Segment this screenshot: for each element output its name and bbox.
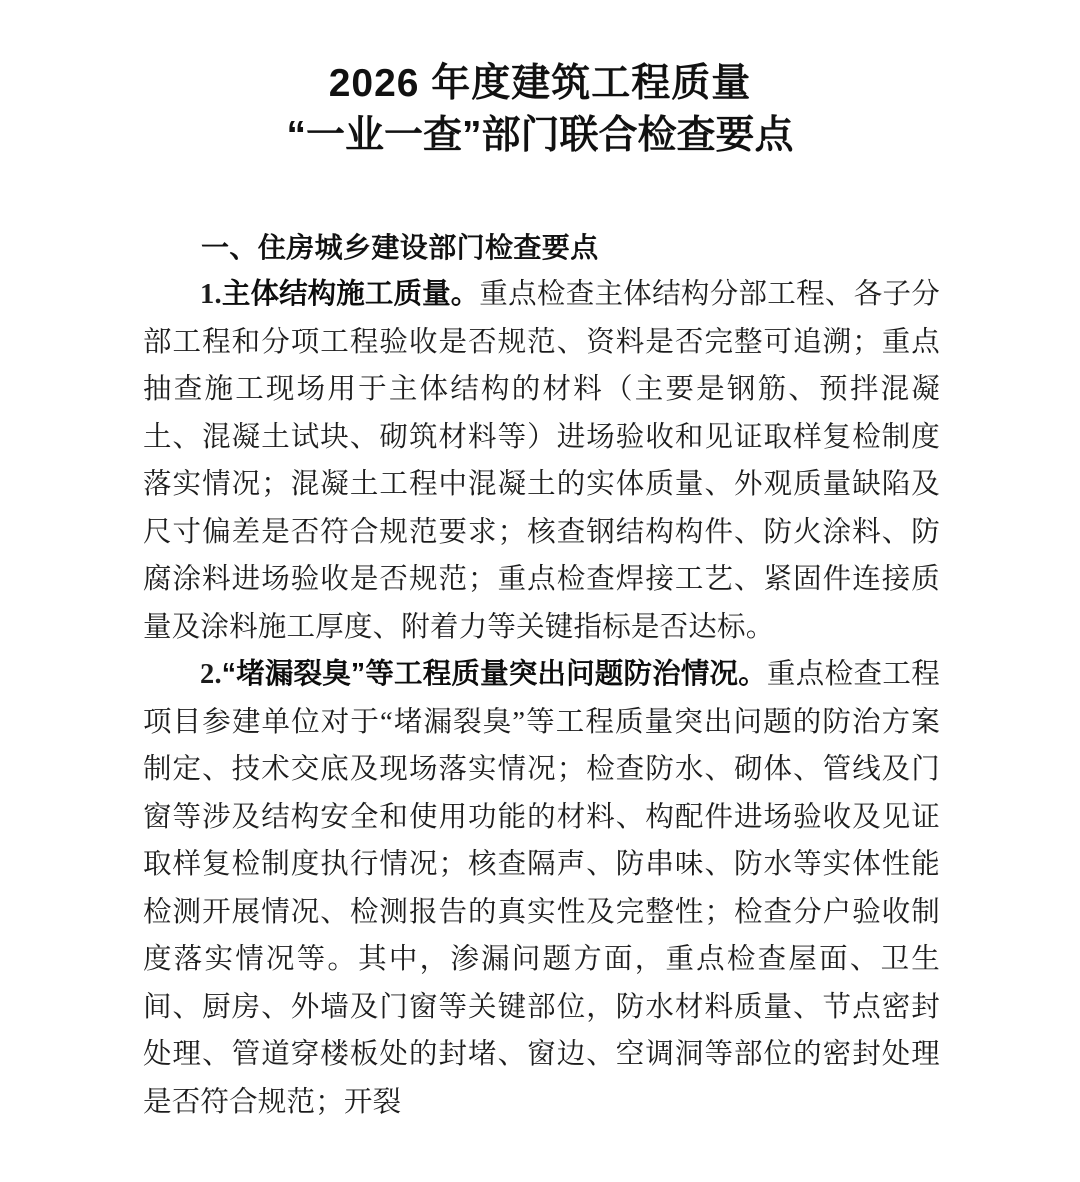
- document-title: [0, 0, 1080, 162]
- document-title-line-2: “一业一查”部门联合检查要点: [286, 114, 794, 157]
- section-heading-1: 一、住房城乡建设部门检查要点: [201, 232, 599, 263]
- numbered-item-1: [143, 271, 940, 651]
- item-1-number: 1.: [200, 279, 222, 310]
- item-1-body: 重点检查主体结构分部工程、各子分部工程和分项工程验收是否规范、资料是否完整可追溯；重点抽查施工现场用于主体结构的材料（主要是钢筋、预拌混凝土、混凝土试块、砌筑材料等）进场验收和见证取样复检制度落实情况；混凝土工程中混凝土的实体质量、外观质量缺陷及尺寸偏差是否符合规范要求；核查钢结构构件、防火涂料、防腐涂料进场验收是否规范；重点检查焊接工艺、紧固件连接质量及涂料施工厚度、附着力等关键指标是否达标。: [143, 279, 940, 643]
- item-2-number: 2.: [200, 659, 222, 690]
- numbered-item-2: [143, 651, 940, 1126]
- item-2-separator: 。: [738, 658, 767, 690]
- document-body: [0, 162, 1080, 1126]
- item-1-lead: 主体结构施工质量: [221, 278, 451, 310]
- item-1-separator: 。: [450, 278, 480, 310]
- item-2-body: 重点检查工程项目参建单位对于“堵漏裂臭”等工程质量突出问题的防治方案制定、技术交底及现场落实情况；检查防水、砌体、管线及门窗等涉及结构安全和使用功能的材料、构配件进场验收及见证取样复检制度执行情况；核查隔声、防串味、防水等实体性能检测开展情况、检测报告的真实性及完整性；检查分户验收制度落实情况等。其中，渗漏问题方面，重点检查屋面、卫生间、厨房、外墙及门窗等关键部位，防水材料质量、节点密封处理、管道穿楼板处的封堵、窗边、空调洞等部位的密封处理是否符合规范；开裂: [143, 659, 940, 1118]
- document-title-line-1: 2026 年度建筑工程质量: [328, 62, 752, 105]
- item-2-lead: “堵漏裂臭”等工程质量突出问题防治情况: [221, 658, 739, 690]
